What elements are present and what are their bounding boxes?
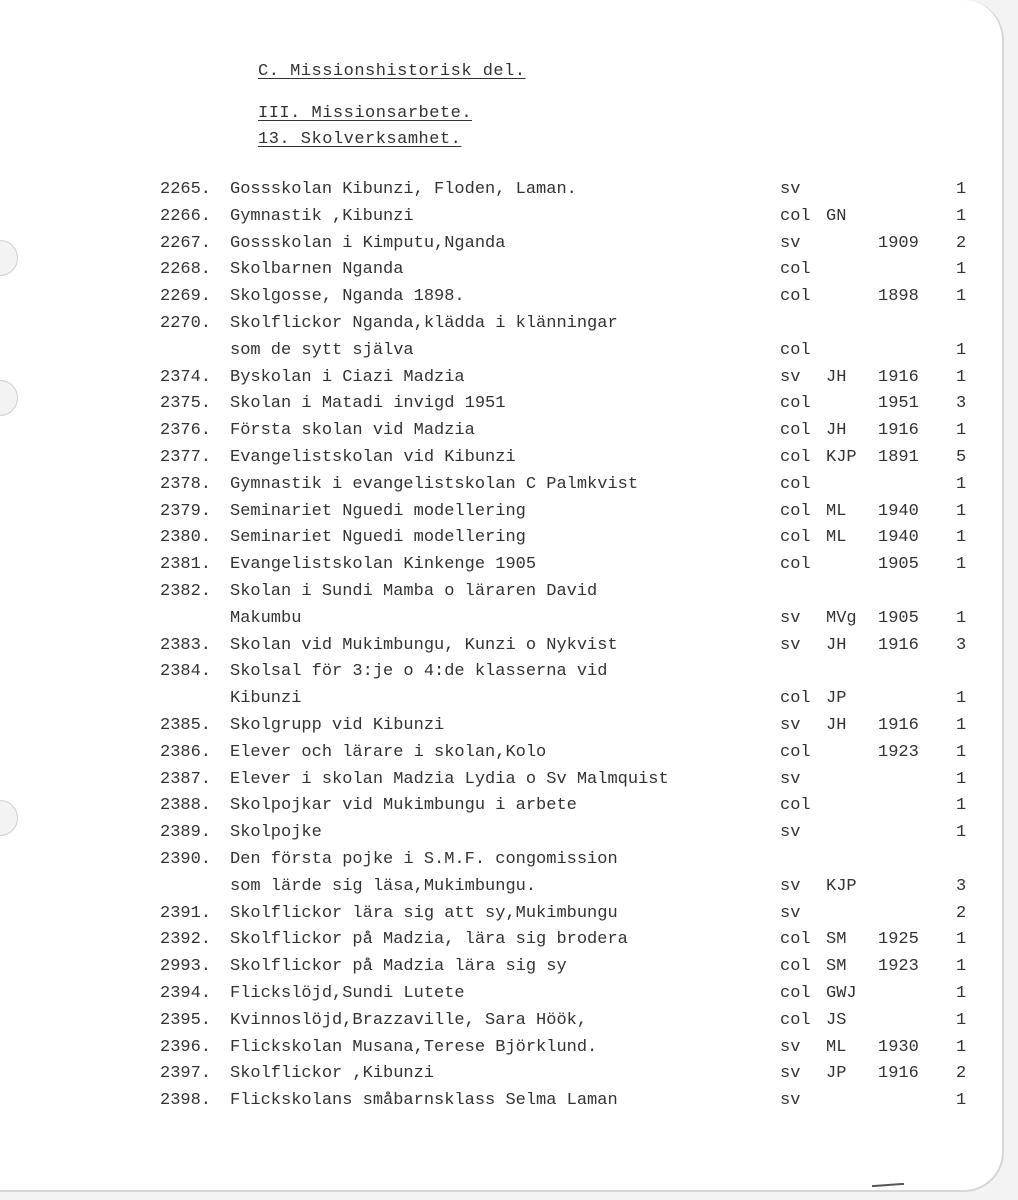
- table-row: [0, 502, 1000, 528]
- table-row: [0, 555, 1000, 581]
- entry-number: 2993.: [160, 957, 212, 977]
- table-row: [0, 582, 1000, 608]
- subsection-heading: III. Missionsarbete.: [258, 104, 473, 123]
- entry-format: col: [780, 340, 811, 360]
- table-row: [0, 850, 1000, 876]
- table-row: [0, 1038, 1000, 1064]
- pen-mark: [872, 1183, 904, 1187]
- entry-count: 2: [956, 903, 967, 923]
- entry-number: 2268.: [160, 260, 212, 280]
- entry-format: col: [780, 742, 811, 762]
- entry-format: sv: [780, 1037, 801, 1057]
- entry-year: 1891: [878, 448, 919, 467]
- table-row-continuation: [0, 877, 1000, 903]
- entry-format: sv: [780, 823, 801, 843]
- entry-year: 1916: [878, 367, 919, 387]
- entry-format: col: [780, 689, 811, 709]
- entry-format: sv: [780, 367, 801, 387]
- entry-description: Elever och lärare i skolan,Kolo: [230, 742, 547, 762]
- table-row-continuation: [0, 689, 1000, 715]
- entry-format: sv: [780, 903, 801, 923]
- entry-number: 2397.: [160, 1064, 212, 1084]
- entry-photographer: JH: [826, 716, 847, 735]
- entry-format: sv: [780, 180, 801, 199]
- entry-format: col: [780, 421, 811, 441]
- entry-format: sv: [780, 716, 801, 735]
- entry-count: 1: [956, 716, 967, 735]
- entry-format: sv: [780, 233, 801, 253]
- entry-photographer: JP: [826, 1064, 847, 1084]
- entry-description: Skolpojkar vid Mukimbungu i arbete: [230, 796, 577, 816]
- entry-year: 1923: [878, 742, 919, 762]
- entry-count: 1: [956, 1037, 967, 1057]
- entry-format: sv: [780, 608, 801, 628]
- entry-description: Gymnastik i evangelistskolan C Palmkvist: [230, 474, 639, 494]
- entry-count: 1: [956, 608, 967, 628]
- table-row: [0, 421, 1000, 447]
- entry-format: sv: [780, 769, 801, 789]
- entry-description: Skolflickor på Madzia, lära sig brodera: [230, 930, 628, 950]
- entry-description: Skolan i Matadi invigd 1951: [230, 394, 506, 414]
- table-row: [0, 368, 1000, 394]
- entry-number: 2392.: [160, 930, 212, 950]
- entry-description: Skolflickor på Madzia lära sig sy: [230, 957, 567, 977]
- entry-format: col: [780, 448, 811, 467]
- entry-count: 1: [956, 367, 967, 387]
- entry-count: 1: [956, 340, 967, 360]
- entry-description: Skolflickor lära sig att sy,Mukimbungu: [230, 903, 618, 923]
- entry-number: 2270.: [160, 314, 212, 333]
- entry-photographer: JS: [826, 1010, 847, 1030]
- entry-year: 1916: [878, 635, 919, 655]
- entry-number: 2383.: [160, 635, 212, 655]
- table-row: [0, 984, 1000, 1010]
- entry-year: 1905: [878, 555, 919, 575]
- table-row: [0, 930, 1000, 956]
- entry-year: 1930: [878, 1037, 919, 1057]
- entry-description: Evangelistskolan Kinkenge 1905: [230, 555, 537, 575]
- entry-year: 1925: [878, 930, 919, 950]
- entry-format: col: [780, 930, 811, 950]
- entry-format: col: [780, 287, 811, 307]
- entry-description: Seminariet Nguedi modellering: [230, 501, 526, 521]
- entry-description-continued: som de sytt själva: [230, 340, 414, 360]
- entry-number: 2389.: [160, 823, 212, 843]
- entry-description-continued: Kibunzi: [230, 689, 302, 709]
- table-row: [0, 287, 1000, 313]
- entry-number: 2398.: [160, 1091, 212, 1111]
- entry-count: 1: [956, 180, 967, 199]
- entry-photographer: KJP: [826, 448, 857, 467]
- entry-description: Skolflickor ,Kibunzi: [230, 1064, 435, 1084]
- entry-number: 2394.: [160, 984, 212, 1003]
- entry-number: 2267.: [160, 233, 212, 253]
- entry-year: 1916: [878, 421, 919, 441]
- entry-format: col: [780, 206, 811, 226]
- entry-description: Gossskolan Kibunzi, Floden, Laman.: [230, 180, 577, 199]
- entry-count: 1: [956, 260, 967, 280]
- entry-count: 3: [956, 876, 967, 896]
- entry-count: 1: [956, 206, 967, 226]
- entry-count: 1: [956, 742, 967, 762]
- entry-count: 1: [956, 1010, 967, 1030]
- table-row-continuation: [0, 341, 1000, 367]
- table-row: [0, 1064, 1000, 1090]
- entry-format: col: [780, 528, 811, 548]
- entry-description: Gossskolan i Kimputu,Nganda: [230, 233, 506, 253]
- entry-number: 2378.: [160, 474, 212, 494]
- entry-number: 2375.: [160, 394, 212, 414]
- entry-count: 2: [956, 233, 967, 253]
- entry-description: Första skolan vid Madzia: [230, 421, 475, 441]
- entry-photographer: JH: [826, 421, 847, 441]
- entry-description: Elever i skolan Madzia Lydia o Sv Malmquist: [230, 769, 669, 789]
- entry-number: 2374.: [160, 367, 212, 387]
- table-row: [0, 716, 1000, 742]
- entry-description: Skolgrupp vid Kibunzi: [230, 716, 445, 735]
- entry-number: 2265.: [160, 180, 212, 199]
- entry-year: 1940: [878, 501, 919, 521]
- entry-description: Skolflickor Nganda,klädda i klänningar: [230, 314, 618, 333]
- table-row: [0, 260, 1000, 286]
- entry-count: 1: [956, 796, 967, 816]
- entry-number: 2390.: [160, 850, 212, 869]
- table-row: [0, 234, 1000, 260]
- entry-number: 2386.: [160, 742, 212, 762]
- entry-description: Skolan i Sundi Mamba o läraren David: [230, 582, 598, 601]
- entry-format: col: [780, 501, 811, 521]
- entry-year: 1916: [878, 716, 919, 735]
- table-row: [0, 528, 1000, 554]
- table-row: [0, 796, 1000, 822]
- table-row-continuation: [0, 609, 1000, 635]
- entry-description: Skolbarnen Nganda: [230, 260, 404, 280]
- table-row: [0, 904, 1000, 930]
- entry-number: 2379.: [160, 501, 212, 521]
- entry-description: Flickslöjd,Sundi Lutete: [230, 984, 465, 1003]
- entry-count: 1: [956, 984, 967, 1003]
- table-row: [0, 1011, 1000, 1037]
- table-row: [0, 448, 1000, 474]
- section-heading: C. Missionshistorisk del.: [258, 62, 526, 81]
- entry-photographer: SM: [826, 957, 847, 977]
- entry-format: col: [780, 796, 811, 816]
- entry-year: 1909: [878, 233, 919, 253]
- entry-year: 1940: [878, 528, 919, 548]
- entry-photographer: ML: [826, 501, 847, 521]
- entry-number: 2391.: [160, 903, 212, 923]
- table-row: [0, 957, 1000, 983]
- table-row: [0, 207, 1000, 233]
- entry-count: 1: [956, 421, 967, 441]
- entry-year: 1916: [878, 1064, 919, 1084]
- entry-description: Den första pojke i S.M.F. congomission: [230, 850, 618, 869]
- table-row: [0, 636, 1000, 662]
- table-row: [0, 1091, 1000, 1117]
- entry-description: Seminariet Nguedi modellering: [230, 528, 526, 548]
- entry-count: 1: [956, 823, 967, 843]
- table-row: [0, 394, 1000, 420]
- category-heading: 13. Skolverksamhet.: [258, 130, 462, 149]
- entry-format: sv: [780, 876, 801, 896]
- entry-count: 3: [956, 394, 967, 414]
- entry-count: 1: [956, 1091, 967, 1111]
- table-row: [0, 743, 1000, 769]
- entry-photographer: JP: [826, 689, 847, 709]
- table-row: [0, 662, 1000, 688]
- entry-count: 5: [956, 448, 967, 467]
- entry-count: 1: [956, 287, 967, 307]
- entry-count: 1: [956, 474, 967, 494]
- entry-description: Flickskolans småbarnsklass Selma Laman: [230, 1091, 618, 1111]
- entry-description-continued: som lärde sig läsa,Mukimbungu.: [230, 876, 537, 896]
- entry-year: 1898: [878, 287, 919, 307]
- entry-number: 2387.: [160, 769, 212, 789]
- entry-photographer: ML: [826, 1037, 847, 1057]
- entry-description: Flickskolan Musana,Terese Björklund.: [230, 1037, 598, 1057]
- entry-photographer: JH: [826, 635, 847, 655]
- entry-description-continued: Makumbu: [230, 608, 302, 628]
- entry-photographer: ML: [826, 528, 847, 548]
- entry-count: 1: [956, 769, 967, 789]
- table-row: [0, 180, 1000, 206]
- entry-number: 2396.: [160, 1037, 212, 1057]
- entry-format: sv: [780, 635, 801, 655]
- entry-photographer: SM: [826, 930, 847, 950]
- entry-count: 1: [956, 930, 967, 950]
- entry-number: 2385.: [160, 716, 212, 735]
- entry-format: col: [780, 555, 811, 575]
- entry-format: col: [780, 984, 811, 1003]
- entry-photographer: GWJ: [826, 984, 857, 1003]
- entry-number: 2382.: [160, 582, 212, 601]
- entry-photographer: JH: [826, 367, 847, 387]
- entry-number: 2380.: [160, 528, 212, 548]
- entry-count: 1: [956, 689, 967, 709]
- entry-description: Byskolan i Ciazi Madzia: [230, 367, 465, 387]
- entry-year: 1923: [878, 957, 919, 977]
- table-row: [0, 770, 1000, 796]
- entry-photographer: MVg: [826, 608, 857, 628]
- entry-format: col: [780, 957, 811, 977]
- entry-number: 2266.: [160, 206, 212, 226]
- table-row: [0, 823, 1000, 849]
- entry-description: Kvinnoslöjd,Brazzaville, Sara Höök,: [230, 1010, 588, 1030]
- entry-description: Evangelistskolan vid Kibunzi: [230, 448, 516, 467]
- entry-count: 3: [956, 635, 967, 655]
- entry-number: 2376.: [160, 421, 212, 441]
- entry-description: Skolsal för 3:je o 4:de klasserna vid: [230, 662, 608, 682]
- entry-number: 2388.: [160, 796, 212, 816]
- entry-format: sv: [780, 1091, 801, 1111]
- entry-count: 1: [956, 528, 967, 548]
- entry-number: 2384.: [160, 662, 212, 682]
- entry-count: 1: [956, 555, 967, 575]
- entry-format: col: [780, 394, 811, 414]
- entry-count: 1: [956, 957, 967, 977]
- table-row: [0, 314, 1000, 340]
- entry-description: Skolgosse, Nganda 1898.: [230, 287, 465, 307]
- entry-description: Skolan vid Mukimbungu, Kunzi o Nykvist: [230, 635, 618, 655]
- entry-format: sv: [780, 1064, 801, 1084]
- entry-format: col: [780, 474, 811, 494]
- entry-number: 2269.: [160, 287, 212, 307]
- entry-number: 2377.: [160, 448, 212, 467]
- entry-photographer: GN: [826, 206, 847, 226]
- entry-count: 2: [956, 1064, 967, 1084]
- table-row: [0, 475, 1000, 501]
- entry-format: col: [780, 260, 811, 280]
- entry-year: 1951: [878, 394, 919, 414]
- entry-year: 1905: [878, 608, 919, 628]
- entry-format: col: [780, 1010, 811, 1030]
- entry-number: 2395.: [160, 1010, 212, 1030]
- entry-photographer: KJP: [826, 876, 857, 896]
- entry-description: Skolpojke: [230, 823, 322, 843]
- entry-description: Gymnastik ,Kibunzi: [230, 206, 414, 226]
- entry-count: 1: [956, 501, 967, 521]
- entry-number: 2381.: [160, 555, 212, 575]
